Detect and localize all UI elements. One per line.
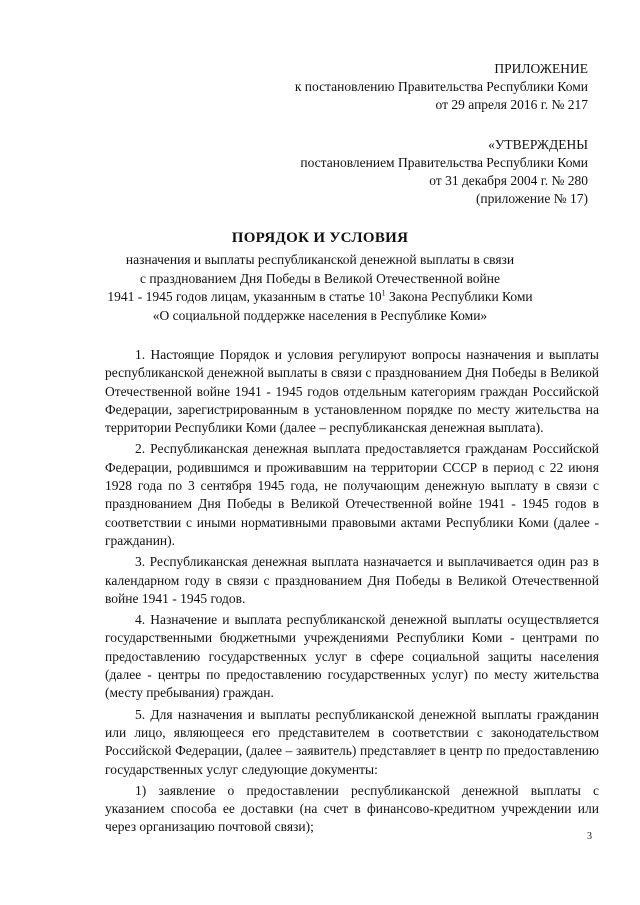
approved-date: от 31 декабря 2004 г. № 280: [429, 173, 588, 188]
paragraph-5-item-1: 1) заявление о предоставлении республиканской денежной выплаты с указанием способа ее доставки (на счет в финансово-кредитном учреждении или через организацию почтовой связи);: [105, 782, 599, 835]
subtitle-line-3: [0, 288, 640, 307]
paragraph-2: 2. Республиканская денежная выплата предоставляется гражданам Российской Федерации, родившимся и проживавшим на территории СССР в период с 22 июня 1928 года по 3 сентября 1945 года, не получающим денежную выплату в связи с празднованием Дня Победы в Великой Отечественной войне 1941 - 1945 годов в соответствии с иными нормативными правовыми актами Республики Коми (далее - гражданин).: [105, 441, 599, 548]
subtitle-line-3-text: 1941 - 1945 годов лицам, указанным в статье 10: [107, 289, 382, 304]
approved-appendix-number: (приложение № 17): [475, 191, 588, 206]
paragraph-5: 5. Для назначения и выплаты республиканской денежной выплаты гражданин или лицо, являющееся его представителем в соответствии с законодательством Российской Федерации, (далее – заявитель) представляет в центр по предоставлению государственных услуг следующие документы:: [105, 706, 599, 777]
approved-reference: постановлением Правительства Республики Коми: [300, 155, 588, 170]
appendix-label: ПРИЛОЖЕНИЕ: [494, 61, 588, 76]
appendix-date: от 29 апреля 2016 г. № 217: [435, 97, 588, 112]
subtitle-line-4: «О социальной поддержке населения в Республике Коми»: [152, 307, 488, 323]
page-number: 3: [587, 831, 592, 842]
approved-header: [300, 136, 588, 208]
document-title: ПОРЯДОК И УСЛОВИЯ: [231, 230, 409, 246]
subtitle-line-1: назначения и выплаты республиканской денежной выплаты в связи: [125, 252, 515, 267]
appendix-header: [295, 60, 588, 114]
paragraph-3: 3. Республиканская денежная выплата назначается и выплачивается один раз в календарном году в связи с празднованием Дня Победы в Великой Отечественной войне 1941 - 1945 годов.: [105, 554, 599, 606]
document-subtitle: [0, 251, 640, 325]
approved-label: «УТВЕРЖДЕНЫ: [488, 137, 588, 152]
subtitle-line-3-tail: Закона Республики Коми: [385, 289, 533, 304]
paragraph-1: 1. Настоящие Порядок и условия регулируют вопросы назначения и выплаты республиканской денежной выплаты в связи с празднованием Дня Победы в Великой Отечественной войне 1941 - 1945 годов отдельным категориям граждан Российской Федерации, зарегистрированным в установленном порядке по месту жительства на территории Республики Коми (далее – республиканская денежная выплата).: [105, 347, 599, 436]
article-superscript: 1: [381, 288, 386, 298]
document-body: [105, 346, 599, 840]
paragraph-4: 4. Назначение и выплата республиканской денежной выплаты осуществляется государственными бюджетными учреждениями Республики Коми - центрами по предоставлению государственных услуг в сфере социальной защиты населения (далее - центры по предоставлению государственных услуг) по месту жительства (месту пребывания) граждан.: [105, 612, 599, 701]
appendix-reference: к постановлению Правительства Республики Коми: [294, 79, 588, 94]
subtitle-line-2: с празднованием Дня Победы в Великой Отечественной войне: [140, 270, 500, 286]
